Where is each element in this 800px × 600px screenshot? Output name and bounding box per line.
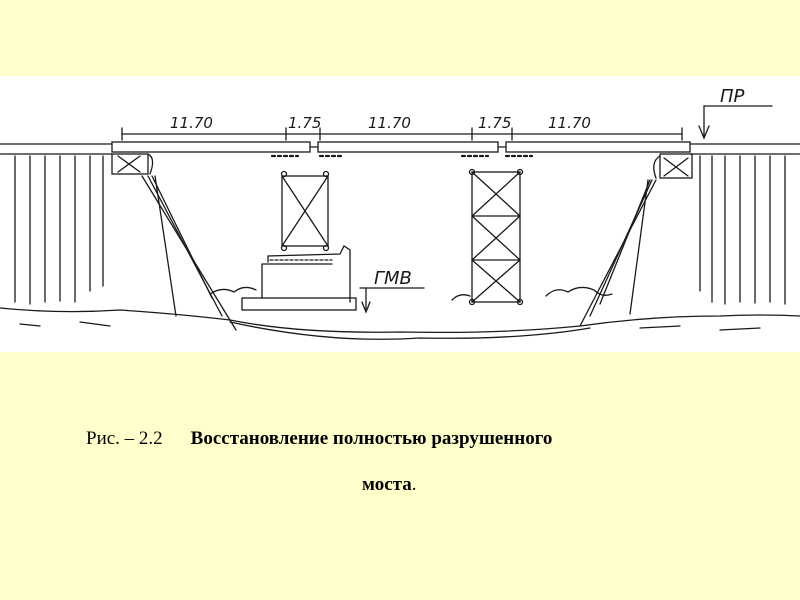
right-pier (452, 170, 523, 305)
bridge-deck (112, 142, 690, 152)
bridge-drawing (0, 76, 800, 352)
dimension-label-2: 1.75 (288, 114, 322, 132)
water-level-label: ГМВ (374, 268, 412, 289)
slope-lines (142, 176, 656, 330)
dimension-label-1: 11.70 (170, 114, 213, 132)
right-bank-hatching (690, 144, 800, 304)
left-bank-hatching (0, 144, 112, 304)
bridge-sketch (0, 76, 800, 352)
dimension-label-4: 1.75 (478, 114, 512, 132)
left-abutment (112, 154, 153, 174)
right-abutment (654, 154, 692, 178)
caption-prefix: Рис. – 2.2 (86, 428, 163, 449)
dimension-label-5: 11.70 (548, 114, 591, 132)
riverbed (0, 287, 800, 339)
caption-period: . (411, 474, 417, 495)
caption-title-line-2: моста (362, 474, 412, 495)
water-level-marker (360, 288, 424, 312)
dimension-label-3: 11.70 (368, 114, 411, 132)
right-level-marker (699, 106, 772, 138)
caption-title-line-1: Восстановление полностью разрушенного (190, 428, 553, 449)
right-level-label: ПР (720, 86, 745, 107)
caption-line-1 (86, 428, 552, 450)
caption-line-2 (362, 474, 416, 496)
left-pier (242, 172, 356, 311)
